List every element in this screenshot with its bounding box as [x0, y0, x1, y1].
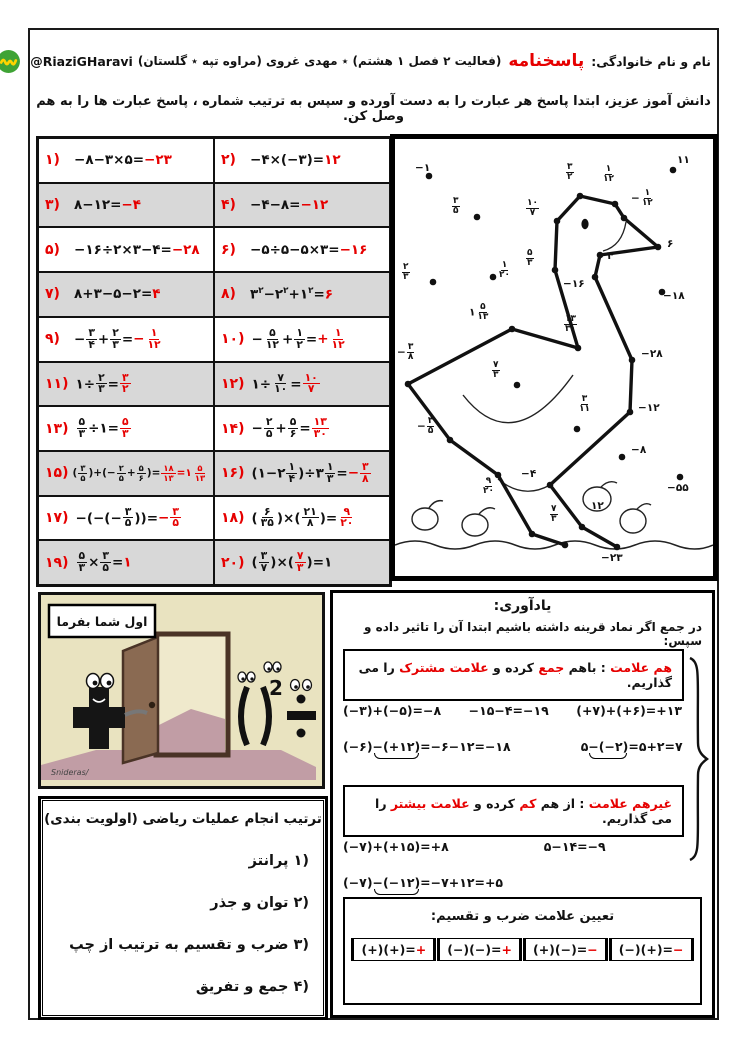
problem-expression: − $\frac{۲}{۵}$ + $\frac{۵}{۶}$ = $\frac{۱۳}{۳۰}$: [251, 415, 327, 441]
duck-dot-label: − $\frac{۳}{۸}$: [397, 342, 414, 362]
duck-dot-label: −۵۵: [667, 482, 689, 494]
problem-number: ۱۹): [45, 554, 69, 571]
problem-cell: [38, 496, 214, 541]
problem-expression: ( $\frac{۶}{۳۵}$ )×( $\frac{۲۱}{۸}$ )= $\frac{۹}{۲۰}$: [251, 504, 354, 530]
problem-number: ۱۱): [45, 375, 69, 392]
problem-cell: [214, 540, 390, 585]
duck-dot-label: ۱۲: [591, 500, 604, 512]
problem-expression: ( $\frac{۳}{۷}$ )×( $\frac{۷}{۳}$ )=۱: [251, 549, 333, 575]
duck-dot-label: −۲۳: [601, 552, 623, 564]
duck-dot-label: ۶: [667, 238, 674, 250]
problem-number: ۱۰): [221, 331, 245, 348]
duck-dot: [621, 215, 628, 222]
duck-dot-label: $\frac{۳}{۵}$: [453, 196, 459, 216]
sign-rule: (+)(−)=−: [523, 938, 608, 961]
header-title-rest: (فعالیت ۲ فصل ۱ هشتم) ٭ مهدی غروی (مراوه تپه ٭ گلستان): [137, 54, 502, 68]
problem-cell: [214, 272, 390, 317]
duck-dot: [670, 167, 677, 174]
duck-eye: [581, 219, 588, 229]
name-label: نام و نام خانوادگی:: [591, 53, 711, 69]
problem-expression: $\frac{۵}{۳}$ × $\frac{۳}{۵}$ =۱: [78, 549, 132, 575]
problem-number: ۸): [221, 286, 236, 303]
example-equation-with-brace: (−۷)−(−۱۲)=−۷+۱۲=+۵: [343, 875, 504, 890]
problem-expression: −۱۶÷۲×۳−۴=−۲۸: [74, 241, 200, 258]
duck-dot: [677, 474, 684, 481]
problem-cell: [214, 227, 390, 272]
rule-keyword: علامت مشترک: [399, 660, 489, 675]
duck-dot-label: $\frac{۳}{۲}$: [567, 162, 573, 182]
problem-expression: −۴−۸=−۱۲: [250, 197, 329, 214]
underbrace-group: −(+۱۲): [372, 739, 421, 754]
sign-rule: (+)(+)=+: [351, 938, 436, 961]
problem-cell: [38, 138, 214, 183]
different-sign-rule: [343, 785, 684, 837]
problem-expression: −۵÷۵−۵×۳=−۱۶: [250, 241, 368, 258]
problem-expression: −(−(− $\frac{۳}{۵}$ ))=− $\frac{۳}{۵}$: [75, 504, 179, 530]
reminder-title: یادآوری:: [493, 598, 552, 614]
problem-expression: ۱÷ $\frac{۲}{۳}$ = $\frac{۳}{۲}$: [75, 370, 129, 396]
sign-rule: (−)(−)=+: [437, 938, 522, 961]
instruction-text: دانش آموز عزیز، ابتدا پاسخ هر عبارت را به دست آورده و سپس به ترتیب شماره ، پاسخ عبارت ها را به هم وصل کن.: [36, 94, 711, 124]
problem-cell: [38, 272, 214, 317]
caption-text: اول شما بفرما: [56, 614, 148, 629]
problem-cell: [38, 183, 214, 228]
problem-number: ۳): [45, 197, 60, 214]
problem-expression: ۸−۱۲=−۴: [74, 197, 141, 214]
duck-dot: [597, 252, 604, 259]
duck-dot: [592, 274, 599, 281]
rule-keyword: کم: [519, 796, 537, 811]
problem-cell: [38, 317, 214, 362]
reminder-box: [330, 590, 715, 1018]
problem-cell: [38, 227, 214, 272]
curly-brace: [686, 655, 710, 863]
duck-dot-label: −۱۶: [563, 278, 585, 290]
rule-text: کرده و: [469, 796, 520, 811]
order-of-operations-cartoon: [38, 592, 325, 789]
duck-dot: [575, 345, 582, 352]
problem-number: ۵): [45, 241, 60, 258]
duck-dot: [579, 524, 586, 531]
duck-dot-label: −۱۸: [663, 290, 685, 302]
rule-text: را می گذاریم.: [375, 796, 672, 826]
header: [30, 38, 711, 84]
problem-number: ۷): [45, 286, 60, 303]
same-sign-examples-2: [343, 739, 682, 754]
example-equation: (−۳)+(−۵)=−۸: [343, 703, 442, 718]
problem-cell: [214, 317, 390, 362]
problem-expression: −۸−۳×۵=−۲۳: [74, 152, 172, 169]
same-sign-rule: [343, 649, 684, 701]
duck-dot-label: ۴: [607, 250, 614, 262]
duck-dot-label: −۲۸: [641, 348, 663, 360]
social-handle: @RiaziGHaravi: [30, 53, 133, 69]
problem-cell: [214, 362, 390, 407]
problems-table: [36, 136, 392, 587]
example-equation: (+۷)+(+۶)=+۱۳: [576, 703, 682, 718]
example-equation-with-brace: ۵−(−۲)=۵+۲=۷: [580, 739, 683, 754]
problem-number: ۱۸): [221, 509, 245, 526]
example-equation: −۱۵−۴=−۱۹: [468, 703, 549, 718]
worksheet-sheet: [28, 28, 719, 1020]
problem-cell: [214, 451, 390, 496]
problem-number: ۱۷): [45, 509, 69, 526]
order-item: ۴) جمع و تفریق: [195, 979, 309, 995]
duck-dot-label: $\frac{۳}{۱۱}$: [579, 394, 590, 414]
duck-dot: [614, 544, 621, 551]
duck-dot-label: $\frac{۱۰}{۷}$: [527, 198, 538, 218]
example-equation: (−۷)+(+۱۵)=+۸: [343, 839, 449, 854]
duck-dot: [514, 382, 521, 389]
problem-number: ۹): [45, 331, 60, 348]
duck-dot: [562, 542, 569, 549]
duck-dot-label: $\frac{۲}{۳}$: [403, 262, 409, 282]
problem-cell: [38, 451, 214, 496]
duck-dot-label: ۱۱: [677, 154, 690, 166]
fruit-doodles: [412, 482, 651, 536]
soroush-icon: [0, 49, 21, 74]
duck-dot: [655, 244, 662, 251]
problem-number: ۱۶): [221, 465, 245, 482]
doorknob: [149, 702, 155, 708]
problem-cell: [38, 362, 214, 407]
duck-dot-label: −۸: [631, 444, 647, 456]
answer-key-title: پاسخنامه: [508, 51, 585, 71]
problem-number: ۲۰): [221, 554, 245, 571]
signature: Snideras/: [51, 768, 89, 777]
duck-dot: [619, 454, 626, 461]
problem-expression: $\frac{۵}{۳}$ ÷۱= $\frac{۵}{۳}$: [78, 415, 129, 441]
duck-dot: [552, 267, 559, 274]
soroush-icon: [0, 49, 21, 74]
duck-dot: [509, 326, 516, 333]
duck-dot-label: $\frac{۹}{۲۰}$: [483, 476, 494, 496]
rule-text: : از هم: [536, 796, 589, 811]
duck-dot-label: −۱۲: [638, 402, 660, 414]
duck-dot-label: $\frac{۱}{۲۰}$: [499, 260, 510, 280]
problem-expression: − $\frac{۳}{۴}$ + $\frac{۲}{۳}$ =− $\frac{۱}{۱۲}$: [74, 325, 161, 351]
order-item: ۱) پرانتز: [248, 853, 309, 869]
problem-expression: ۱÷ $\frac{۷}{۱۰}$ = $\frac{۱۰}{۷}$: [251, 370, 318, 396]
problem-number: ۱۵): [45, 465, 69, 482]
order-item: ۲) توان و جذر: [210, 895, 309, 911]
duck-dot: [430, 279, 437, 286]
rule-keyword: هم علامت: [610, 660, 672, 675]
duck-dot: [474, 214, 481, 221]
duck-dot-label: −۴: [521, 468, 537, 480]
problem-cell: [214, 183, 390, 228]
problem-number: ۴): [221, 197, 236, 214]
duck-dot-label: $\frac{۷}{۳}$: [551, 504, 557, 524]
example-equation-with-brace: (−۶)−(+۱۲)=−۶−۱۲=−۱۸: [343, 739, 511, 754]
rule-keyword: جمع: [538, 660, 565, 675]
problem-number: ۶): [221, 241, 236, 258]
rule-text: را می گذاریم.: [358, 660, 672, 690]
example-equation: ۵−۱۴=−۹: [543, 839, 606, 854]
problem-expression: − $\frac{۵}{۱۲}$ + $\frac{۱}{۲}$ =+ $\frac{۱}{۱۲}$: [251, 325, 345, 351]
problem-number: ۱۲): [221, 375, 245, 392]
problem-cell: [214, 138, 390, 183]
duck-dot: [612, 201, 619, 208]
multiplication-sign-box: [343, 897, 702, 1005]
problem-cell: [214, 496, 390, 541]
social-icons: [0, 49, 21, 74]
rule-text: کرده و: [488, 660, 539, 675]
problem-expression: (۱−۲ $\frac{۱}{۴}$ )÷۳ $\frac{۱}{۳}$ =− $\frac{۳}{۸}$: [251, 459, 369, 485]
mul-sign-title: تعیین علامت ضرب و تقسیم:: [430, 909, 615, 924]
duck-dot: [577, 193, 584, 200]
different-sign-examples-1: [343, 839, 682, 854]
duck-dot-label: $\frac{۱۳}{۳۰}$: [565, 314, 576, 334]
rule-keyword: علامت بیشتر: [390, 796, 470, 811]
reminder-intro: در جمع اگر نماد قرینه داشته باشیم ابتدا آن را تاثیر داده و سپس:: [363, 620, 702, 648]
duck-dot-label: − $\frac{۳}{۵}$: [417, 416, 434, 436]
problem-number: ۱۳): [45, 420, 69, 437]
duck-dot: [627, 409, 634, 416]
duck-dot-label: −۱: [415, 162, 431, 174]
duck-dot: [547, 482, 554, 489]
duck-dot-label: $\frac{۱}{۱۲}$: [603, 164, 614, 184]
duck-dot: [574, 426, 581, 433]
duck-dot: [529, 531, 536, 538]
order-item: ۳) ضرب و تقسیم به ترتیب از چپ: [69, 937, 309, 953]
problem-number: ۱): [45, 152, 60, 169]
duck-dot: [629, 357, 636, 364]
duck-dot-label: $\frac{۷}{۳}$: [493, 360, 499, 380]
underbrace-group: −(−۱۲): [372, 875, 421, 890]
underbrace-group: −(−۲): [588, 739, 629, 754]
sign-rule: (−)(+)=−: [609, 938, 694, 961]
problem-expression: ( $\frac{۳}{۵}$ )+(− $\frac{۲}{۵}$ + $\frac{۵}{۶}$ )= $\frac{۱۸}{۱۳}$ =۱ $\frac{۵}{۱۳}$: [72, 463, 206, 483]
duck-dot: [405, 381, 412, 388]
open-door: [123, 637, 158, 763]
problem-number: ۲): [221, 152, 236, 169]
order-of-operations-box: [38, 796, 328, 1020]
rule-text: : باهم: [564, 660, 611, 675]
problem-cell: [38, 406, 214, 451]
duck-dot: [447, 437, 454, 444]
problem-cell: [214, 406, 390, 451]
duck-dot: [554, 218, 561, 225]
problem-expression: ۸+۳−۵−۲=۴: [74, 286, 161, 303]
different-sign-examples-2: [343, 875, 682, 890]
duck-dot-label: $\frac{۵}{۳}$: [527, 248, 533, 268]
duck-dot-label: ۱ $\frac{۵}{۱۳}$: [469, 302, 489, 322]
rule-keyword: غیرهم علامت: [588, 796, 672, 811]
order-title: ترتیب انجام عملیات ریاضی (اولویت بندی): [44, 811, 322, 827]
connect-the-dots-duck: [390, 134, 718, 581]
problem-number: ۱۴): [221, 420, 245, 437]
exponent-2: 2: [269, 676, 283, 700]
problem-cell: [38, 540, 214, 585]
problem-expression: $۳^۲-۲^۲+۱^۲=۶$: [250, 286, 334, 303]
duck-dot-label: − $\frac{۱}{۱۲}$: [631, 188, 653, 208]
problem-expression: −۴×(−۳)=۱۲: [250, 152, 341, 169]
same-sign-examples-1: [343, 703, 682, 718]
duck-dot: [490, 274, 497, 281]
